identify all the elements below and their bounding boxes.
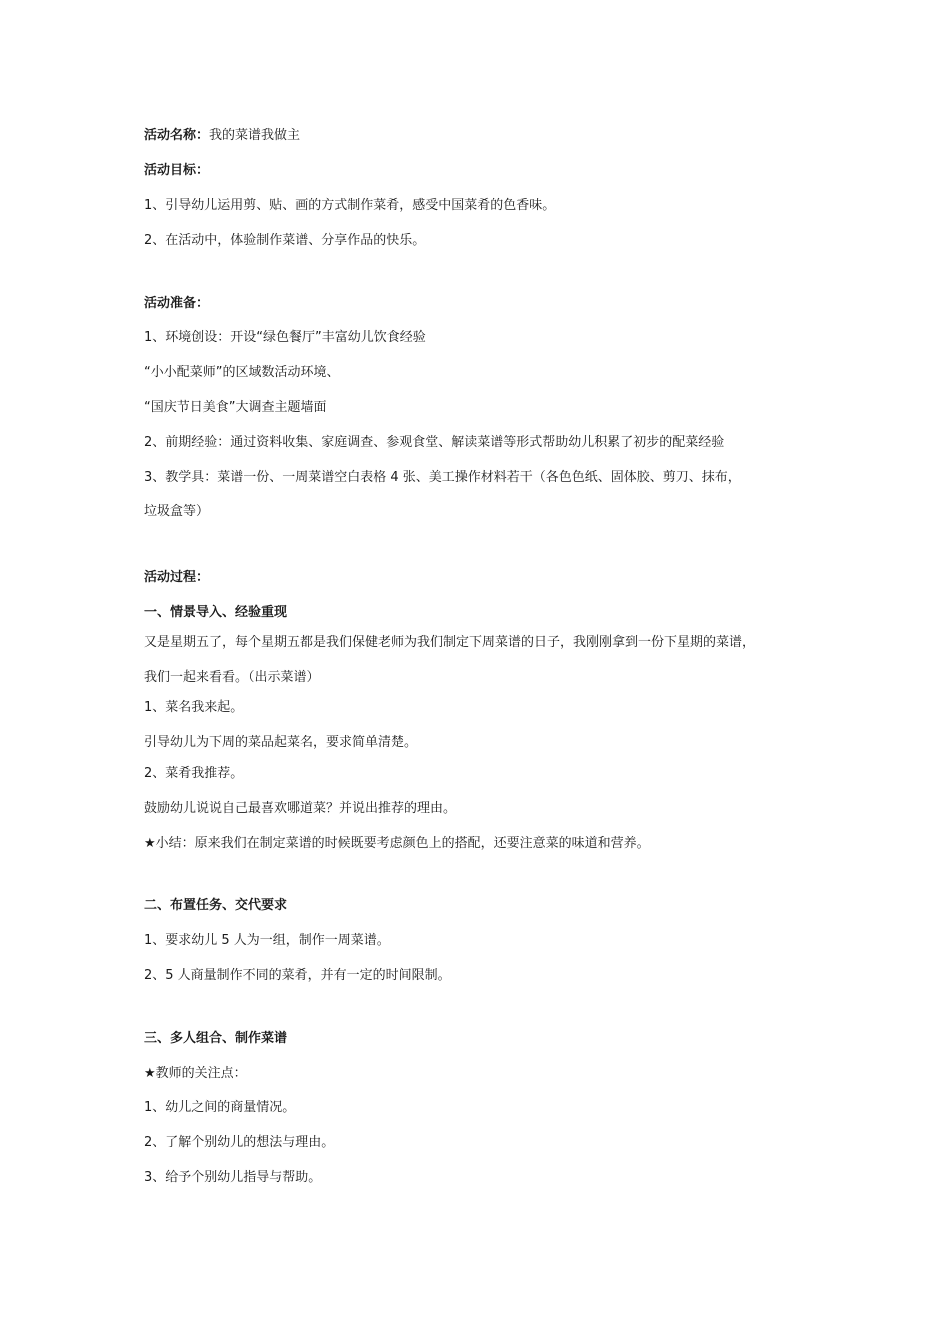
section1-line: 又是星期五了，每个星期五都是我们保健老师为我们制定下周菜谱的日子，我刚刚拿到一份下星期的菜谱，	[144, 635, 756, 650]
activity-name-value: 我的菜谱我做主	[209, 128, 301, 143]
section1-line: 2、菜肴我推荐。	[144, 766, 244, 781]
section3-line: 3、给予个别幼儿指导与帮助。	[144, 1170, 322, 1185]
section1-line: 1、菜名我来起。	[144, 700, 244, 715]
prep-item: 2、前期经验：通过资料收集、家庭调查、参观食堂、解读菜谱等形式帮助幼儿积累了初步的配菜经验	[144, 435, 725, 450]
prep-item: 3、教学具：菜谱一份、一周菜谱空白表格 4 张、美工操作材料若干（各色色纸、固体胶、剪刀、抹布，	[144, 470, 741, 485]
goal-item: 2、在活动中，体验制作菜谱、分享作品的快乐。	[144, 233, 426, 248]
section1-line: 我们一起来看看。（出示菜谱）	[144, 670, 320, 685]
prep-item: 垃圾盒等）	[144, 504, 210, 519]
section3-line: ★教师的关注点：	[144, 1066, 247, 1081]
section1-line: 引导幼儿为下周的菜品起菜名，要求简单清楚。	[144, 735, 418, 750]
section3-line: 2、了解个别幼儿的想法与理由。	[144, 1135, 335, 1150]
goals-heading: 活动目标：	[144, 163, 210, 178]
activity-name-label: 活动名称：	[144, 128, 210, 143]
prep-heading: 活动准备：	[144, 296, 210, 311]
activity-name-line	[144, 127, 300, 145]
section1-title: 一、情景导入、经验重现	[144, 605, 288, 620]
section1-summary: ★小结：原来我们在制定菜谱的时候既要考虑颜色上的搭配，还要注意菜的味道和营养。	[144, 836, 650, 851]
section1-line: 鼓励幼儿说说自己最喜欢哪道菜？并说出推荐的理由。	[144, 801, 457, 816]
section3-line: 1、幼儿之间的商量情况。	[144, 1100, 296, 1115]
section3-title: 三、多人组合、制作菜谱	[144, 1031, 288, 1046]
section2-line: 1、要求幼儿 5 人为一组，制作一周菜谱。	[144, 933, 390, 948]
prep-item: 1、环境创设：开设“绿色餐厅”丰富幼儿饮食经验	[144, 330, 426, 345]
prep-item: “国庆节日美食”大调查主题墙面	[144, 400, 327, 415]
process-heading: 活动过程：	[144, 570, 210, 585]
goal-item: 1、引导幼儿运用剪、贴、画的方式制作菜肴，感受中国菜肴的色香味。	[144, 198, 556, 213]
prep-item: “小小配菜师”的区域数活动环境、	[144, 365, 340, 380]
section2-title: 二、布置任务、交代要求	[144, 898, 288, 913]
section2-line: 2、5 人商量制作不同的菜肴，并有一定的时间限制。	[144, 968, 451, 983]
